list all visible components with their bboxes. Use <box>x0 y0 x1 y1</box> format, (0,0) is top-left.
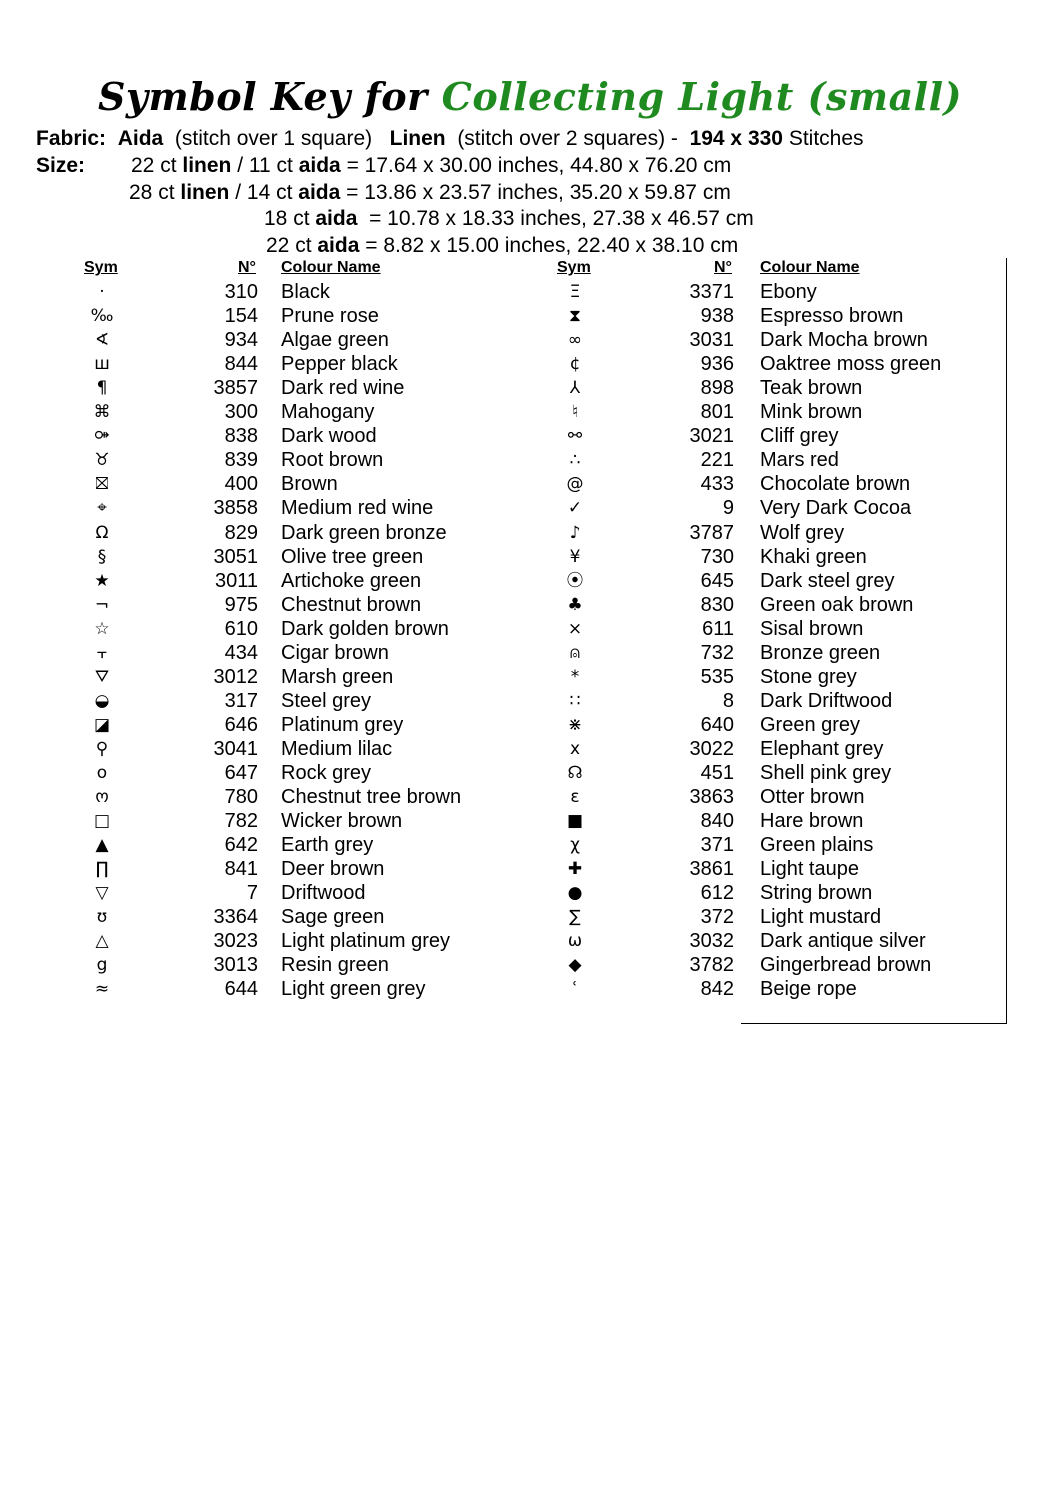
thread-number: 3031 <box>689 329 734 352</box>
colour-name: Mars red <box>760 449 839 472</box>
fabric-aida-note: (stitch over 1 square) <box>174 127 373 150</box>
thread-number: 782 <box>224 810 258 833</box>
stitch-symbol-icon: § <box>97 546 107 567</box>
size-separator: / 14 ct <box>229 181 293 204</box>
colour-name: Very Dark Cocoa <box>760 497 912 520</box>
colour-name: Cliff grey <box>760 425 839 448</box>
thread-number: 838 <box>224 425 258 448</box>
size-dimensions: = 10.78 x 18.33 inches, 27.38 x 46.57 cm <box>357 207 754 230</box>
fabric-linen: Linen <box>389 127 446 150</box>
colour-name: Stone grey <box>760 665 857 688</box>
stitch-symbol-icon: ⨯ <box>567 618 583 639</box>
thread-number: 310 <box>224 281 258 303</box>
colour-name: Sage green <box>281 906 385 929</box>
colour-name: Mink brown <box>760 401 863 424</box>
colour-name: Espresso brown <box>760 305 904 328</box>
size-count: 22 ct <box>131 154 177 177</box>
thread-number: 610 <box>224 617 258 640</box>
stitch-symbol-icon: ✓ <box>567 498 583 519</box>
stitch-symbol-icon: ⍝ <box>569 642 581 663</box>
colour-name: Teak brown <box>760 377 863 400</box>
thread-number: 830 <box>700 593 734 616</box>
stitch-symbol-icon: ⌖ <box>97 498 107 519</box>
stitch-symbol-icon: ◒ <box>94 690 110 711</box>
thread-number: 730 <box>700 545 734 568</box>
stitch-symbol-icon: ¬ <box>94 594 110 615</box>
thread-number: 3371 <box>689 281 734 303</box>
thread-number: 3021 <box>689 425 734 448</box>
stitch-symbol-icon: ω <box>567 931 583 952</box>
stitch-count: 194 x 330 <box>689 127 783 150</box>
colour-name: Platinum grey <box>281 713 404 736</box>
thread-number: 8 <box>722 689 734 712</box>
size-count: 28 ct <box>129 181 175 204</box>
thread-number: 938 <box>700 305 734 328</box>
thread-number: 7 <box>246 882 258 905</box>
colour-name: Bronze green <box>760 641 881 664</box>
colour-name: Algae green <box>281 329 389 352</box>
size-separator: / 11 ct <box>231 154 293 177</box>
thread-number: 839 <box>224 449 258 472</box>
stitch-symbol-icon: ● <box>567 883 583 904</box>
stitch-symbol-icon: ¥ <box>569 546 581 567</box>
stitch-symbol-icon: · <box>99 282 105 302</box>
thread-number: 3013 <box>213 954 258 977</box>
thread-number: 3863 <box>689 786 734 809</box>
thread-number: 3787 <box>689 521 734 544</box>
stitch-symbol-icon: ✚ <box>567 859 583 880</box>
stitch-symbol-icon: □ <box>93 811 111 832</box>
colour-name: Hare brown <box>760 810 864 833</box>
size-row <box>266 233 738 259</box>
thread-number: 647 <box>224 762 258 784</box>
thread-number: 840 <box>700 810 734 833</box>
size-count: 18 ct <box>264 207 310 230</box>
thread-number: 3364 <box>213 906 258 929</box>
thread-number: 3022 <box>689 737 734 760</box>
colour-name: Light green grey <box>281 978 426 1001</box>
stitch-symbol-icon: Ω <box>95 522 109 543</box>
stitch-symbol-icon: ʊ <box>96 907 108 928</box>
header-num-left: N° <box>238 259 256 276</box>
thread-number: 732 <box>700 641 734 664</box>
size-fabric: aida <box>317 234 360 257</box>
colour-name: Gingerbread brown <box>760 954 932 977</box>
colour-name: Chestnut brown <box>281 593 422 616</box>
stitch-symbol-icon: o <box>96 763 108 783</box>
thread-number: 434 <box>224 641 258 664</box>
colour-name: Ebony <box>760 281 817 303</box>
colour-name: Wicker brown <box>281 810 403 833</box>
thread-number: 841 <box>224 858 258 881</box>
stitch-symbol-icon: ☊ <box>567 763 583 783</box>
size-dimensions: = 13.86 x 23.57 inches, 35.20 x 59.87 cm <box>340 181 731 204</box>
colour-name: Dark wood <box>281 425 377 448</box>
colour-name: Chestnut tree brown <box>281 786 462 809</box>
size-label-line <box>36 153 85 179</box>
colour-name: Sisal brown <box>760 617 864 640</box>
thread-number: 801 <box>700 401 734 424</box>
stitch-symbol-icon: ш <box>94 354 110 375</box>
thread-number: 451 <box>700 762 734 784</box>
colour-name: Deer brown <box>281 858 385 881</box>
title-prefix: Symbol Key for <box>97 74 428 119</box>
thread-number: 829 <box>224 521 258 544</box>
stitch-symbol-icon: ∑ <box>569 907 581 928</box>
thread-number: 644 <box>224 978 258 1001</box>
thread-number: 535 <box>700 665 734 688</box>
colour-name: Medium lilac <box>281 737 393 760</box>
page-title <box>0 74 1060 119</box>
colour-name: Oaktree moss green <box>760 353 942 376</box>
stitch-symbol-icon: ⦿ <box>566 570 584 591</box>
stitch-symbol-icon: ⋇ <box>567 714 583 735</box>
size-row <box>264 206 754 232</box>
thread-number: 3782 <box>689 954 734 977</box>
stitch-symbol-icon: ⧗ <box>569 306 581 327</box>
header-name-right: Colour Name <box>760 259 860 276</box>
thread-number: 3857 <box>213 377 258 400</box>
thread-number: 844 <box>224 353 258 376</box>
stitch-symbol-icon: ⫟ <box>96 642 108 663</box>
thread-number: 842 <box>700 978 734 1001</box>
size-row <box>131 153 731 179</box>
colour-name: Khaki green <box>760 545 867 568</box>
colour-name: Driftwood <box>281 882 366 905</box>
header-sym-left: Sym <box>84 259 118 276</box>
colour-name: Rock grey <box>281 762 372 784</box>
stitch-symbol-icon: ⚩ <box>94 426 110 447</box>
thread-number: 646 <box>224 713 258 736</box>
colour-name: Dark Mocha brown <box>760 329 928 352</box>
colour-name: Prune rose <box>281 305 379 328</box>
thread-number: 3858 <box>213 497 258 520</box>
colour-name: Elephant grey <box>760 737 884 760</box>
stitch-symbol-icon: χ <box>570 835 580 856</box>
colour-name: Wolf grey <box>760 521 845 544</box>
stitch-symbol-icon: ო <box>95 787 109 808</box>
colour-name: Olive tree green <box>281 545 424 568</box>
colour-name: Dark green bronze <box>281 521 447 544</box>
stitch-symbol-icon: ■ <box>566 811 584 832</box>
colour-name: Dark golden brown <box>281 617 449 640</box>
thread-number: 3011 <box>214 569 258 592</box>
thread-number: 611 <box>702 617 734 640</box>
colour-name: Earth grey <box>281 834 374 857</box>
thread-number: 317 <box>224 689 258 712</box>
stitch-symbol-icon: g <box>96 955 108 976</box>
thread-number: 640 <box>700 713 734 736</box>
stitch-symbol-icon: ♪ <box>569 522 581 543</box>
stitch-symbol-icon: ⅄ <box>569 378 581 399</box>
stitch-symbol-icon: ☆ <box>94 618 110 639</box>
colour-name: Marsh green <box>281 665 394 688</box>
colour-name: Green grey <box>760 713 861 736</box>
size-fabric: linen <box>180 181 230 204</box>
thread-number: 645 <box>700 569 734 592</box>
stitch-symbol-icon: ⛝ <box>95 474 109 495</box>
thread-number: 934 <box>224 329 258 352</box>
colour-name: Dark red wine <box>281 377 405 400</box>
stitch-symbol-icon: ɛ <box>570 787 580 808</box>
stitch-symbol-icon: ∷ <box>569 690 581 711</box>
fabric-line <box>36 126 864 152</box>
stitch-symbol-icon: ¢ <box>569 354 581 375</box>
stitch-symbol-icon: ⌘ <box>93 402 111 423</box>
stitch-symbol-icon: ♉ <box>94 450 110 471</box>
thread-number: 154 <box>224 305 258 328</box>
thread-number: 642 <box>224 834 258 857</box>
stitch-label: Stitches <box>788 127 864 150</box>
colour-name: Dark steel grey <box>760 569 895 592</box>
thread-number: 3012 <box>213 665 258 688</box>
colour-name: String brown <box>760 882 873 905</box>
stitch-symbol-icon: ◆ <box>568 955 582 976</box>
colour-name: Green plains <box>760 834 874 857</box>
stitch-symbol-icon: ≈ <box>94 979 110 1000</box>
colour-name: Pepper black <box>281 353 398 376</box>
stitch-symbol-icon: ∞ <box>567 330 583 351</box>
thread-number: 975 <box>224 593 258 616</box>
thread-number: 300 <box>224 401 258 424</box>
table-border-bottom <box>741 1023 1007 1024</box>
size-row <box>129 180 731 206</box>
size-fabric: linen <box>182 154 232 177</box>
colour-name: Green oak brown <box>760 593 914 616</box>
colour-name: Dark antique silver <box>760 930 926 953</box>
colour-name: Root brown <box>281 449 384 472</box>
colour-name: Light mustard <box>760 906 882 929</box>
fabric-aida: Aida <box>117 127 164 150</box>
colour-name: Light platinum grey <box>281 930 450 953</box>
thread-number: 898 <box>700 377 734 400</box>
thread-number: 221 <box>700 449 734 472</box>
thread-number: 372 <box>700 906 734 929</box>
stitch-symbol-icon: ⚲ <box>95 738 109 759</box>
size-dimensions: = 8.82 x 15.00 inches, 22.40 x 38.10 cm <box>359 234 739 257</box>
colour-name: Black <box>281 281 330 303</box>
colour-name: Dark Driftwood <box>760 689 893 712</box>
colour-name: Mahogany <box>281 401 375 424</box>
thread-number: 780 <box>224 786 258 809</box>
header-num-right: N° <box>714 259 732 276</box>
stitch-symbol-icon: * <box>570 666 580 687</box>
colour-name: Otter brown <box>760 786 865 809</box>
size-fabric: aida <box>298 181 341 204</box>
colour-name: Shell pink grey <box>760 762 892 784</box>
thread-number: 612 <box>700 882 734 905</box>
colour-name: Light taupe <box>760 858 859 881</box>
table-border-right <box>1006 258 1007 1024</box>
colour-name: Artichoke green <box>281 569 422 592</box>
stitch-symbol-icon: @ <box>566 474 584 495</box>
thread-number: 400 <box>224 473 258 496</box>
size-count: 22 ct <box>266 234 312 257</box>
colour-name: Steel grey <box>281 689 372 712</box>
colour-name: Resin green <box>281 954 389 977</box>
fabric-linen-note: (stitch over 2 squares) - <box>457 127 678 150</box>
thread-number: 371 <box>700 834 734 857</box>
stitch-symbol-icon: ¶ <box>96 378 108 399</box>
pattern-name: Collecting Light (small) <box>441 74 963 119</box>
stitch-symbol-icon: △ <box>95 931 109 952</box>
thread-number: 433 <box>700 473 734 496</box>
stitch-symbol-icon: ʿ <box>572 979 578 1000</box>
thread-number: 3023 <box>213 930 258 953</box>
thread-number: 3041 <box>213 737 258 760</box>
stitch-symbol-icon: ⚯ <box>567 426 583 447</box>
stitch-symbol-icon: ◪ <box>93 714 111 735</box>
size-fabric: aida <box>298 154 341 177</box>
stitch-symbol-icon: ∢ <box>94 330 110 351</box>
thread-number: 3051 <box>213 545 258 568</box>
size-dimensions: = 17.64 x 30.00 inches, 44.80 x 76.20 cm <box>340 154 732 177</box>
colour-name: Medium red wine <box>281 497 434 520</box>
thread-number: 3861 <box>689 858 734 881</box>
thread-number: 3032 <box>689 930 734 953</box>
thread-number: 9 <box>722 497 734 520</box>
stitch-symbol-icon: x <box>569 738 581 759</box>
stitch-symbol-icon: ⛛ <box>94 666 110 687</box>
colour-name: Brown <box>281 473 338 496</box>
header-name-left: Colour Name <box>281 259 381 276</box>
fabric-label: Fabric: <box>36 127 107 150</box>
colour-name: Chocolate brown <box>760 473 911 496</box>
stitch-symbol-icon: ∏ <box>95 859 109 880</box>
stitch-symbol-icon: ♣ <box>567 594 583 615</box>
stitch-symbol-icon: ▲ <box>95 835 109 856</box>
stitch-symbol-icon: ▽ <box>95 883 109 904</box>
stitch-symbol-icon: ♮ <box>571 402 579 423</box>
size-label: Size: <box>36 154 86 177</box>
stitch-symbol-icon: ‰ <box>90 306 114 327</box>
colour-name: Beige rope <box>760 978 857 1001</box>
colour-name: Cigar brown <box>281 641 389 664</box>
header-sym-right: Sym <box>557 259 591 276</box>
thread-number: 936 <box>700 353 734 376</box>
stitch-symbol-icon: ★ <box>94 570 110 591</box>
size-fabric: aida <box>315 207 358 230</box>
stitch-symbol-icon: ∴ <box>569 450 581 471</box>
stitch-symbol-icon: Ξ <box>569 282 581 302</box>
